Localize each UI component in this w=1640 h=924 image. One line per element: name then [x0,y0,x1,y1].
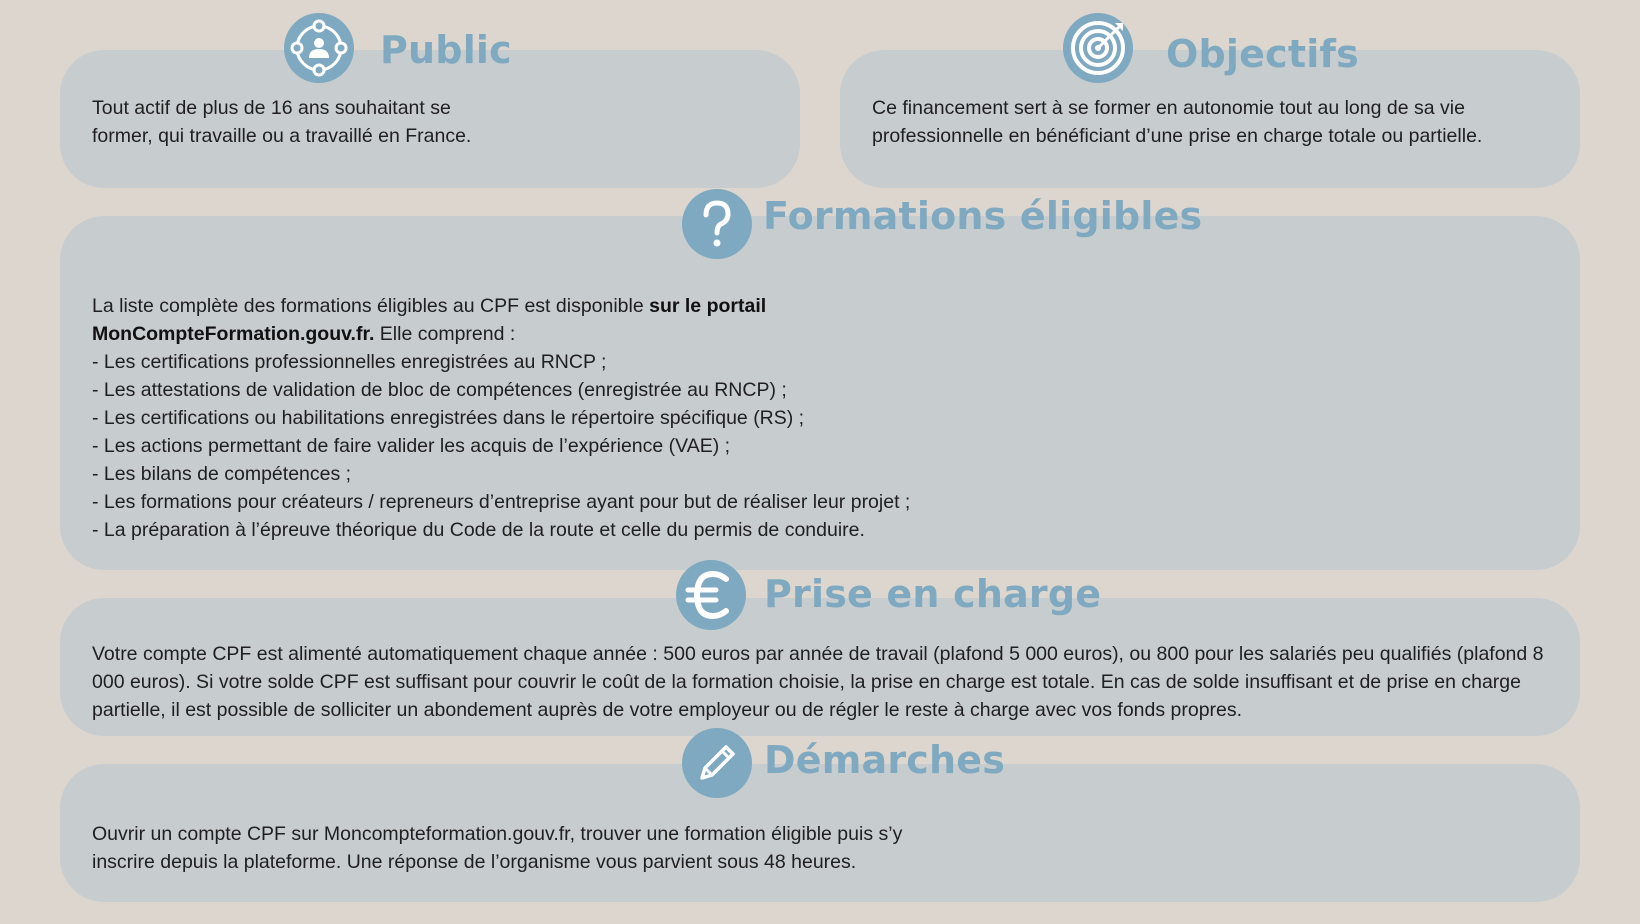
formations-title: Formations éligibles [763,194,1203,238]
objectifs-text [872,94,1512,150]
list-item: - La préparation à l’épreuve théorique du Code de la route et celle du permis de conduire. [92,519,865,541]
objectifs-text-content: Ce financement sert à se former en autonomie tout au long de sa vie professionnelle en bénéficiant d’une prise en charge totale ou partielle. [872,97,1483,147]
public-text [92,94,502,150]
formations-intro-start: La liste complète des formations éligibles au CPF est disponible [92,295,650,317]
demarches-title: Démarches [764,738,1006,782]
target-icon [1063,13,1133,83]
public-title: Public [380,28,512,72]
public-text-content: Tout actif de plus de 16 ans souhaitant se former, qui travaille ou a travaillé en France. [92,97,472,147]
prise-title: Prise en charge [764,572,1102,616]
demarches-text-content: Ouvrir un compte CPF sur Moncompteformation.gouv.fr, trouver une formation éligible puis s’y inscrire depuis la plateforme. Une réponse de l’organisme vous parvient sous 48 heures. [92,823,903,873]
euro-icon [676,560,746,630]
question-mark-icon [682,189,752,259]
list-item: - Les certifications ou habilitations enregistrées dans le répertoire spécifique (RS) ; [92,407,805,429]
pencil-icon [682,728,752,798]
formations-intro [92,292,792,348]
people-network-icon [284,13,354,83]
prise-text [92,640,1562,724]
demarches-text [92,820,942,876]
list-item: - Les formations pour créateurs / repreneurs d’entreprise ayant pour but de réaliser leur projet ; [92,491,911,513]
list-item: - Les actions permettant de faire valider les acquis de l’expérience (VAE) ; [92,435,731,457]
formations-intro-end: Elle comprend : [374,323,516,345]
objectifs-title: Objectifs [1166,32,1359,76]
list-item: - Les certifications professionnelles enregistrées au RNCP ; [92,351,607,373]
list-item: - Les attestations de validation de bloc de compétences (enregistrée au RNCP) ; [92,379,787,401]
prise-text-content: Votre compte CPF est alimenté automatiquement chaque année : 500 euros par année de travail (plafond 5 000 euros), ou 800 pour les salariés peu qualifiés (plafond 8 000 euros). Si votre solde CPF est suffisant pour couvrir le coût de la formation choisie, la prise en charge est totale. En cas de solde insuffisant et de prise en charge partielle, il est possible de solliciter un abondement auprès de votre employeur ou de régler le reste à charge avec vos fonds propres. [92,643,1544,721]
portal-link-text: sur le portail MonCompteFormation.gouv.fr. [92,295,767,345]
formations-text [92,292,1152,544]
list-item: - Les bilans de compétences ; [92,463,352,485]
